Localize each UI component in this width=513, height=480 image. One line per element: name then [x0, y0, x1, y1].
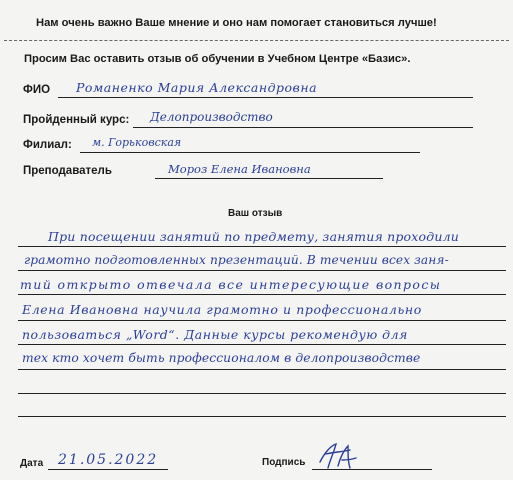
review-line-3 — [18, 294, 506, 295]
fio-value[interactable]: Романенко Мария Александровна — [76, 80, 318, 95]
review-line-7 — [18, 393, 506, 394]
signature-mark — [316, 440, 364, 474]
teacher-label: Преподаватель — [23, 165, 112, 177]
course-line — [133, 127, 473, 128]
review-text-6: тех кто хочет быть профессионалом в делопроизводстве — [22, 351, 421, 365]
review-text-3: тий открыто отвечала все интересующие вопросы — [20, 277, 442, 292]
review-text-5: пользоваться „Word“. Данные курсы рекомендую для — [22, 327, 408, 342]
teacher-line — [155, 178, 383, 179]
branch-value[interactable]: м. Горьковская — [92, 136, 182, 149]
review-line-2 — [18, 270, 506, 271]
header-line-1: Нам очень важно Ваше мнение и оно нам помогает становиться лучше! — [36, 17, 437, 29]
review-text-2: грамотно подготовленных презентаций. В течении всех заня- — [24, 253, 449, 267]
date-line — [48, 469, 168, 470]
review-line-4 — [18, 320, 506, 321]
date-label: Дата — [20, 458, 44, 469]
date-value[interactable]: 21.05.2022 — [58, 452, 159, 468]
review-line-1 — [18, 246, 506, 247]
review-line-6 — [18, 369, 506, 370]
header-divider — [4, 40, 509, 41]
branch-line — [80, 152, 420, 153]
review-text-4: Елена Ивановна научила грамотно и профессионально — [22, 302, 422, 317]
review-line-8 — [18, 416, 506, 417]
fio-label: ФИО — [23, 84, 51, 96]
fio-line — [58, 97, 473, 98]
review-text-1: При посещении занятий по предмету, занятия проходили — [48, 229, 460, 244]
review-line-5 — [18, 344, 506, 345]
header-line-2: Просим Вас оставить отзыв об обучении в Учебном Центре «Базис». — [24, 53, 411, 65]
review-title: Ваш отзыв — [228, 208, 283, 219]
signature-label: Подпись — [262, 457, 306, 468]
teacher-value[interactable]: Мороз Елена Ивановна — [168, 162, 311, 176]
course-value[interactable]: Делопроизводство — [150, 110, 273, 124]
course-label: Пройденный курс: — [23, 114, 130, 126]
branch-label: Филиал: — [23, 139, 72, 151]
